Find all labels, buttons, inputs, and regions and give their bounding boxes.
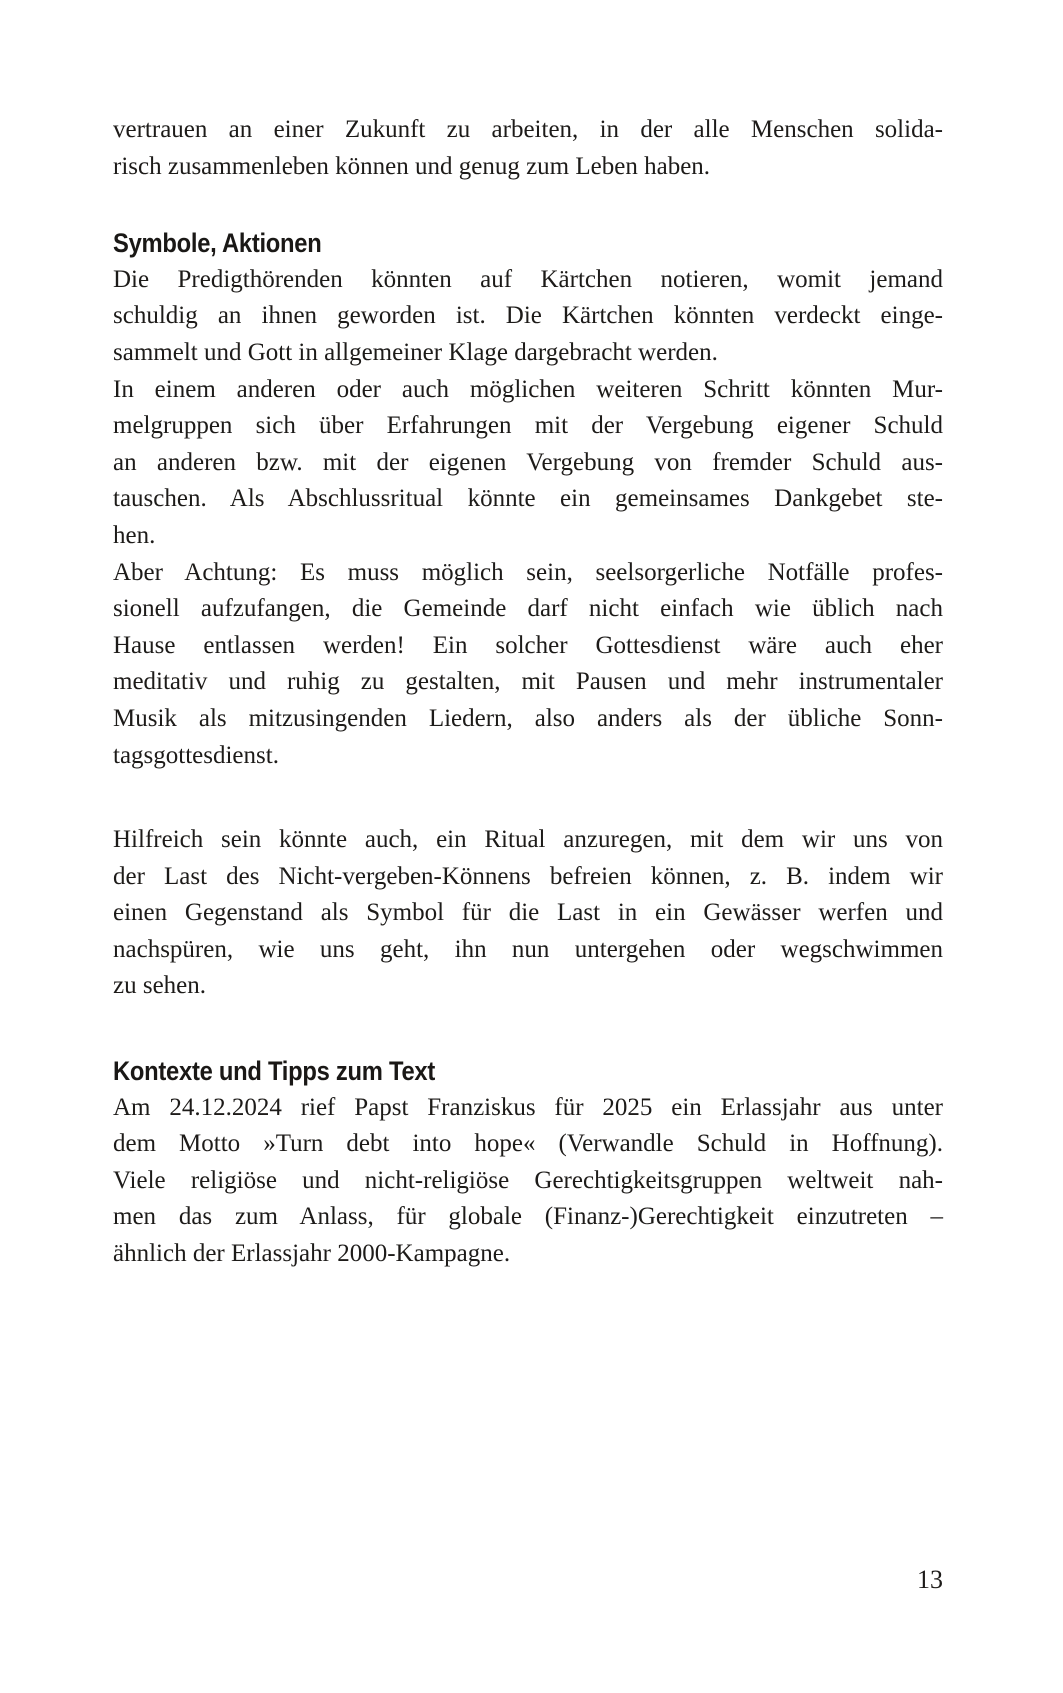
text-line: risch zusammenleben können und genug zum Leben haben. (113, 152, 711, 180)
text-line: Am 24.12.2024 rief Papst Franziskus für 2025 ein Erlassjahr aus unter (113, 1093, 943, 1121)
text-line: tagsgottesdienst. (113, 741, 279, 769)
text-line: Hilfreich sein könnte auch, ein Ritual anzuregen, mit dem wir uns von (113, 826, 943, 854)
text-line: einen Gegenstand als Symbol für die Last in ein Gewässer werfen und (113, 899, 943, 927)
page-number: 13 (917, 1565, 943, 1594)
text-line: meditativ und ruhig zu gestalten, mit Pausen und mehr instrumentaler (113, 668, 943, 696)
text-line: vertrauen an einer Zukunft zu arbeiten, in der alle Menschen solida- (113, 116, 943, 143)
text-line: der Last des Nicht-vergeben-Könnens befreien können, z. B. indem wir (113, 862, 943, 890)
text-line: Die Predigthörenden könnten auf Kärtchen notieren, womit jemand (113, 265, 943, 293)
text-line: Aber Achtung: Es muss möglich sein, seelsorgerliche Notfälle profes- (113, 558, 943, 586)
section-heading (113, 225, 943, 262)
vertical-spacer (113, 774, 943, 822)
text-line: Hause entlassen werden! Ein solcher Gottesdienst wäre auch eher (113, 631, 943, 659)
paragraph (113, 262, 943, 372)
paragraph (113, 1090, 943, 1273)
text-line: Viele religiöse und nicht-religiöse Gerechtigkeitsgruppen weltweit nah- (113, 1166, 943, 1194)
vertical-spacer (113, 1005, 943, 1053)
paragraph (113, 555, 943, 775)
text-line: sionell aufzufangen, die Gemeinde darf nicht einfach wie üblich nach (113, 595, 943, 623)
text-line: Musik als mitzusingenden Liedern, also anders als der übliche Sonn- (113, 704, 943, 732)
paragraph (113, 372, 943, 555)
vertical-spacer (113, 185, 943, 225)
text-line: an anderen bzw. mit der eigenen Vergebung von fremder Schuld aus- (113, 448, 943, 476)
section-heading-label: Symbole, Aktionen (113, 228, 322, 259)
section-heading-label: Kontexte und Tipps zum Text (113, 1056, 436, 1087)
text-line: sammelt und Gott in allgemeiner Klage dargebracht werden. (113, 338, 718, 366)
text-line: ähnlich der Erlassjahr 2000-Kampagne. (113, 1240, 511, 1268)
section-heading (113, 1053, 943, 1090)
text-line: tauschen. Als Abschlussritual könnte ein gemeinsames Dankgebet ste- (113, 485, 943, 513)
text-line: In einem anderen oder auch möglichen weiteren Schritt könnten Mur- (113, 375, 943, 403)
text-line: schuldig an ihnen geworden ist. Die Kärtchen könnten verdeckt einge- (113, 302, 943, 330)
paragraph (113, 112, 943, 185)
text-line: nachspüren, wie uns geht, ihn nun untergehen oder wegschwimmen (113, 935, 943, 963)
text-line: zu sehen. (113, 972, 207, 1000)
text-line: dem Motto »Turn debt into hope« (Verwandle Schuld in Hoffnung). (113, 1130, 943, 1158)
text-line: melgruppen sich über Erfahrungen mit der Vergebung eigener Schuld (113, 412, 943, 440)
text-line: hen. (113, 521, 156, 549)
page-body (113, 112, 943, 1273)
text-line: men das zum Anlass, für globale (Finanz-)Gerechtigkeit einzutreten – (113, 1203, 943, 1231)
paragraph (113, 822, 943, 1005)
